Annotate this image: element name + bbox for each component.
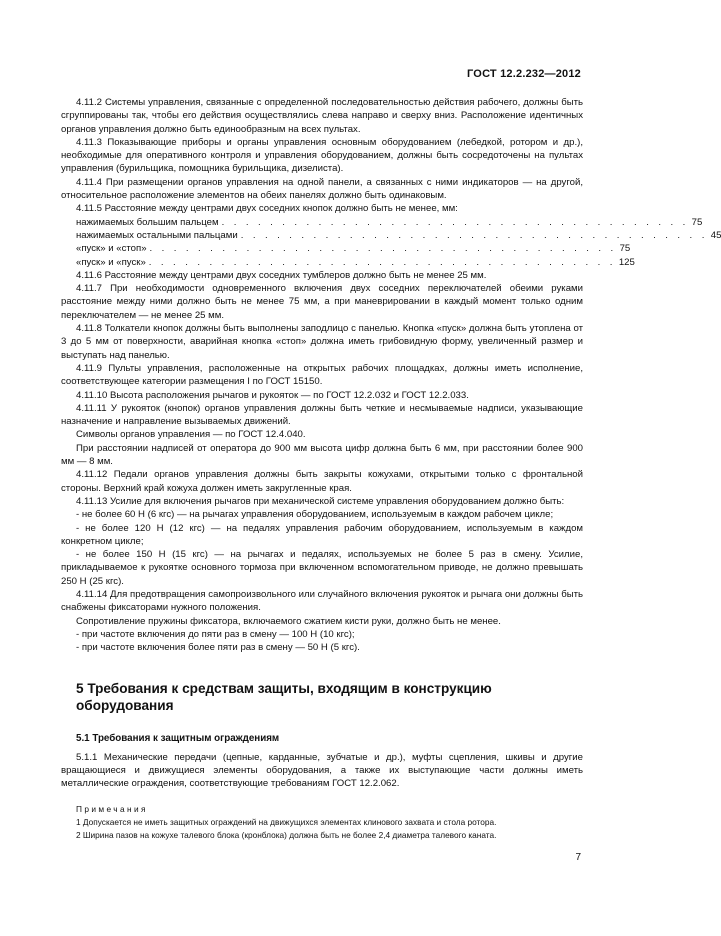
notes-block xyxy=(61,803,583,842)
distance-row xyxy=(61,229,721,242)
note-item: 2 Ширина пазов на кожухе талевого блока (кронблока) должна быть не более 2,4 диаметра талевого каната. xyxy=(76,829,497,840)
paragraph-4-11-14: 4.11.14 Для предотвращения самопроизвольного или случайного включения рукояток и рычага они должны быть снабжены фиксаторами нужного положения. xyxy=(61,588,583,614)
list-item: - не более 60 Н (6 кгс) — на рычагах управления оборудованием, используемым в каждом рабочем цикле; xyxy=(76,509,554,521)
paragraph-4-11-4: 4.11.4 При размещении органов управления на одной панели, а связанных с ними индикаторов — на другой, относительное расположение элементов на обеих панелях должно быть одинаковым. xyxy=(61,176,583,202)
leader-dots: . . . . . . . . . . . . . . . . . . . . . . . . . . . . . . . . . . . . . . . xyxy=(240,229,708,241)
page-header: ГОСТ 12.2.232—2012 xyxy=(467,68,581,80)
paragraph-4-11-9: 4.11.9 Пульты управления, расположенные на открытых рабочих площадках, должны иметь исполнение, соответствующее категории размещения I по ГОСТ 15150. xyxy=(61,362,583,388)
distance-label: нажимаемых большим пальцем xyxy=(76,216,219,228)
paragraph-spring-resistance: Сопротивление пружины фиксатора, включаемого сжатием кисти руки, должно быть не менее. xyxy=(76,615,501,627)
leader-dots: . . . . . . . . . . . . . . . . . . . . . . . . . . . . . . . . . . . . . . . xyxy=(149,243,617,255)
distance-value: 45 xyxy=(710,229,721,241)
distance-row xyxy=(61,216,703,229)
document-body xyxy=(61,96,721,842)
leader-dots: . . . . . . . . . . . . . . . . . . . . . . . . . . . . . . . . . . . . . . . xyxy=(221,216,689,228)
list-item: - при частоте включения до пяти раз в смену — 100 Н (10 кгс); xyxy=(76,628,355,640)
paragraph-4-11-13: 4.11.13 Усилие для включения рычагов при механической системе управления оборудованием должно быть: xyxy=(76,495,565,507)
note-item: 1 Допускается не иметь защитных ограждений на движущихся элементах клинового захвата и стола ротора. xyxy=(76,816,497,827)
paragraph-4-11-3: 4.11.3 Показывающие приборы и органы управления основным оборудованием (лебедкой, ротором и др.), необходимые для оперативного контроля и управления оборудованием, должны быть сосредоточены на пультах управления (бурильщика, помощника бурильщика, дизелиста). xyxy=(61,136,583,175)
list-item: - не более 150 Н (15 кгс) — на рычагах и педалях, используемых не более 5 раз в смену. Усилие, прикладываемое к рукоятке основного тормоза при включенном вспомогательном приводе, не должно превышать 250 Н (25 кгс). xyxy=(61,549,583,587)
leader-dots: . . . . . . . . . . . . . . . . . . . . . . . . . . . . . . . . . . . . . . . xyxy=(148,256,616,268)
page-number: 7 xyxy=(575,852,581,863)
paragraph-4-11-6: 4.11.6 Расстояние между центрами двух соседних тумблеров должно быть не менее 25 мм. xyxy=(76,269,487,281)
paragraph-5-1-1: 5.1.1 Механические передачи (цепные, карданные, зубчатые и др.), муфты сцепления, шкивы и другие вращающиеся и движущиеся элементы оборудования, а также их выступающие части должны иметь металлические ограждения, соответствующие требованиям ГОСТ 12.2.062. xyxy=(61,751,583,790)
paragraph-4-11-8: 4.11.8 Толкатели кнопок должны быть выполнены заподлицо с панелью. Кнопка «пуск» должна быть утоплена от 3 до 5 мм от поверхности, аварийная кнопка «стоп» должна иметь грибовидную форму, увеличенный размер и выступать над панелью. xyxy=(61,323,583,361)
paragraph-4-11-11: 4.11.11 У рукояток (кнопок) органов управления должны быть четкие и несмываемые надписи, указывающие назначение и направление вызываемых движений. xyxy=(61,402,583,428)
paragraph-symbols: Символы органов управления — по ГОСТ 12.4.040. xyxy=(76,429,306,441)
distance-label: нажимаемых остальными пальцами xyxy=(76,229,238,241)
section-heading: 5 Требования к средствам защиты, входящим в конструкцию оборудования xyxy=(76,681,492,714)
distance-row xyxy=(61,256,635,269)
distance-value: 125 xyxy=(618,256,635,268)
paragraph-4-11-10: 4.11.10 Высота расположения рычагов и рукояток — по ГОСТ 12.2.032 и ГОСТ 12.2.033. xyxy=(76,389,469,401)
distance-value: 75 xyxy=(691,216,703,228)
list-item: - не более 120 Н (12 кгс) — на педалях управления рабочим оборудованием, используемым в каждом конкретном цикле; xyxy=(61,522,583,547)
notes-title: Примечания xyxy=(76,803,148,814)
paragraph-4-11-12: 4.11.12 Педали органов управления должны быть закрыты кожухами, открытыми только с фронтальной стороны. Верхний край кожуха должен иметь закругленные края. xyxy=(61,469,583,494)
subsection-heading: 5.1 Требования к защитным ограждениям xyxy=(76,733,280,745)
list-item: - при частоте включения более пяти раз в смену — 50 Н (5 кгс). xyxy=(76,642,360,654)
paragraph-digit-height: При расстоянии надписей от оператора до 900 мм высота цифр должна быть 6 мм, при расстоянии более 900 мм — 8 мм. xyxy=(61,442,583,468)
distance-label: «пуск» и «пуск» xyxy=(76,256,146,268)
paragraph-4-11-2: 4.11.2 Системы управления, связанные с определенной последовательностью действия рабочего, должны быть сгруппированы так, чтобы его действия осуществлялись слева направо и сверху вниз. Расположение идентичных органов управления должно быть единообразным на всех пультах. xyxy=(61,97,583,135)
distance-label: «пуск» и «стоп» xyxy=(76,243,147,255)
paragraph-4-11-5: 4.11.5 Расстояние между центрами двух соседних кнопок должно быть не менее, мм: xyxy=(76,203,458,215)
distance-value: 75 xyxy=(619,243,631,255)
distance-row xyxy=(61,242,631,255)
paragraph-4-11-7: 4.11.7 При необходимости одновременного включения двух соседних переключателей обеими руками расстояние между ними должно быть не менее 75 мм, а при маневрировании в каждый момент только одним переключателем — не менее 25 мм. xyxy=(61,283,583,321)
